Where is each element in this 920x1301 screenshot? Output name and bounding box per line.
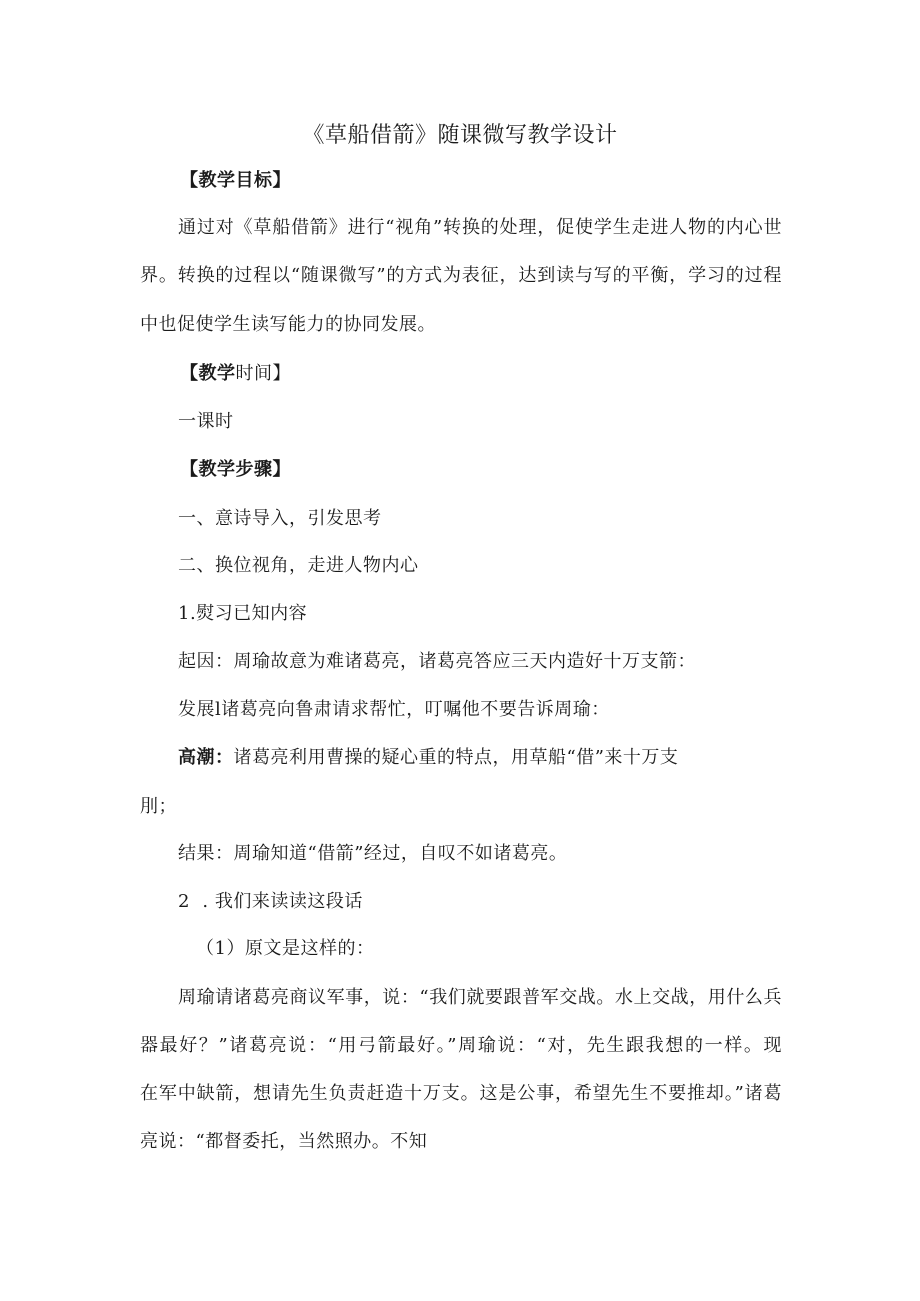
steps-heading: 【教学步骤】 [180, 459, 291, 480]
cause-line: 起因：周瑜故意为难诸葛亮，诸葛亮答应三天内造好十万支箭： [178, 651, 696, 672]
original-text-line-3: 在军中缺箭，想请先生负责赶造十万支。这是公事，希望先生不要推却。”诸葛 [140, 1083, 782, 1104]
original-text-line-4: 亮说：“都督委托，当然照办。不知 [140, 1131, 428, 1152]
goal-paragraph-line-1: 通过对《草船借箭》进行“视角”转换的处理，促使学生走进人物的内心世 [178, 217, 782, 238]
goal-paragraph-line-3: 中也促使学生读写能力的协同发展。 [140, 314, 436, 335]
climax-label: 高潮： [178, 747, 234, 768]
sub-point-1: （1）原文是这样的： [196, 938, 375, 959]
original-text-line-2: 器最好？”诸葛亮说：“用弓箭最好。”周瑜说：“对，先生跟我想的一样。现 [140, 1035, 782, 1056]
goal-heading: 【教学目标】 [180, 170, 291, 191]
step-1: 一、意诗导入，引发思考 [178, 508, 382, 529]
time-heading-rest: 时间】 [235, 363, 291, 384]
step-2-2: 2 . 我们来读读这段话 [178, 891, 363, 912]
climax-line [178, 746, 678, 770]
goal-paragraph-line-2: 界。转换的过程以“随课微写”的方式为表征，达到读与写的平衡，学习的过程 [140, 265, 782, 286]
climax-text: 诸葛亮利用曹操的疑心重的特点，用草船“借”来十万支 [233, 747, 679, 768]
time-heading-bold: 【教学 [180, 363, 236, 384]
step-2-1: 1.熨习已知内容 [178, 603, 308, 624]
climax-continuation: 刖； [140, 796, 177, 817]
time-value: 一课时 [178, 411, 234, 432]
time-heading [180, 362, 291, 386]
page-title: 《草船借箭》随课微写教学设计 [302, 123, 618, 148]
result-line: 结果：周瑜知道“借箭”经过，自叹不如诸葛亮。 [178, 843, 568, 864]
development-line: 发展l诸葛亮向鲁肃请求帮忙，叮嘱他不要告诉周瑜： [178, 699, 610, 720]
step-2: 二、换位视角，走进人物内心 [178, 555, 419, 576]
original-text-line-1: 周瑜请诸葛亮商议军事，说：“我们就要跟普军交战。水上交战，用什么兵 [178, 987, 782, 1008]
